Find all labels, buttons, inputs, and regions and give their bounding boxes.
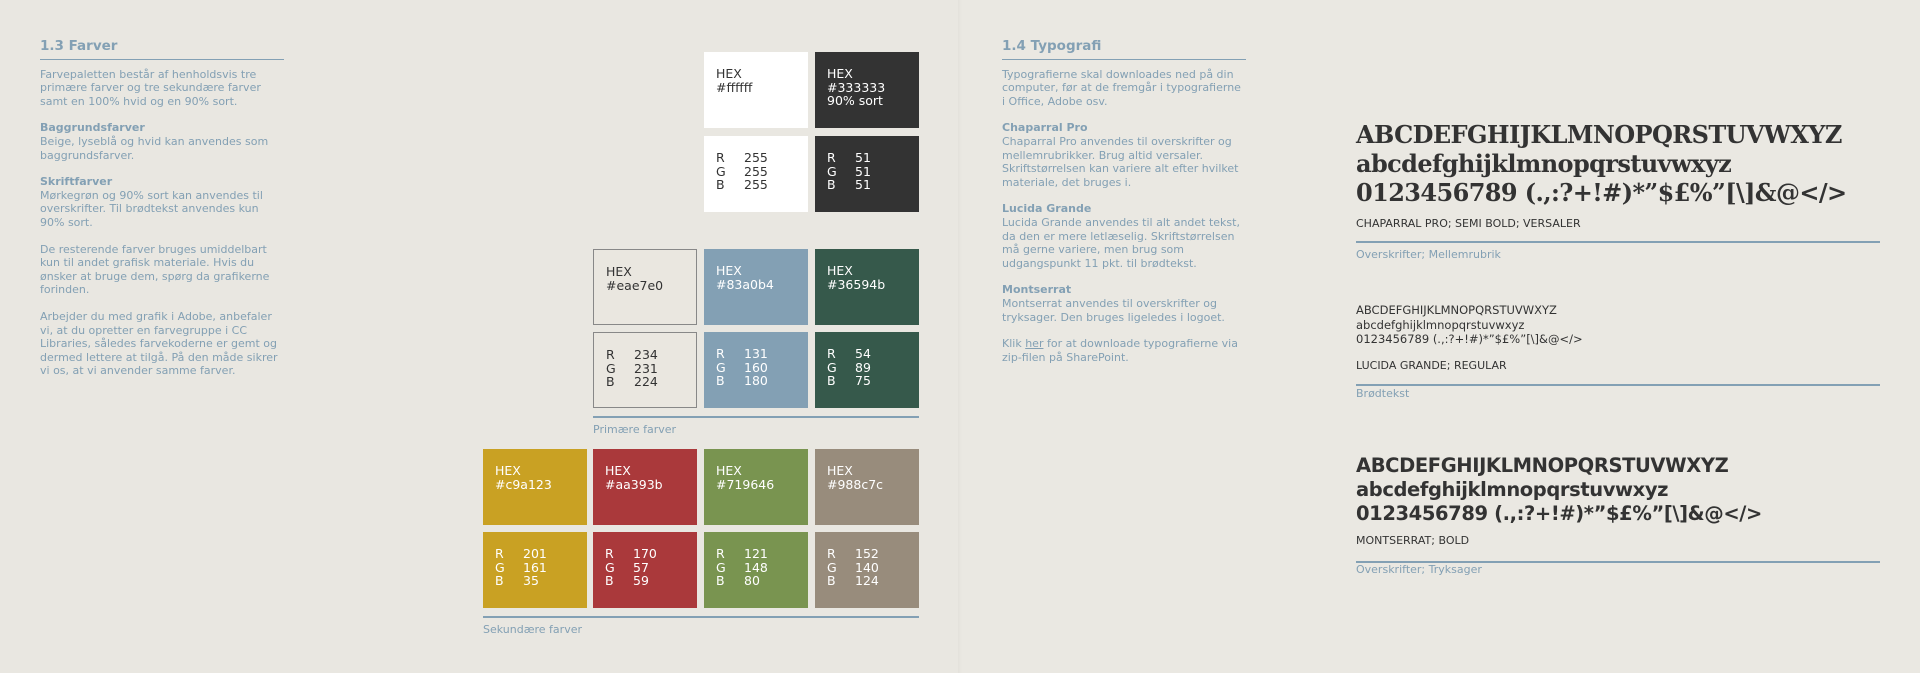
montserrat-block (1002, 283, 1246, 324)
chaparral-block (1002, 121, 1246, 189)
chaparral-specimen (1356, 120, 1880, 261)
font-colors-title: Skriftfarver (40, 175, 113, 189)
swatch-green-rgb: R 54 G 89 B 75 (815, 332, 919, 408)
swatch-blue-rgb: R 131 G 160 B 180 (704, 332, 808, 408)
chaparral-uppercase: ABCDEFGHIJKLMNOPQRSTUVWXYZ (1356, 120, 1842, 149)
swatch-blue-hex: HEX #83a0b4 (704, 249, 808, 325)
background-colors-block (40, 121, 284, 162)
download-link[interactable]: her (1025, 337, 1044, 351)
chaparral-title: Chaparral Pro (1002, 121, 1088, 135)
typography-heading: 1.4 Typografi (1002, 40, 1246, 60)
swatch-taupe-rgb: R 152 G 140 B 124 (815, 532, 919, 608)
colors-intro: Farvepaletten består af henholdsvis tre primære farver og tre sekundære farver samt en 100% hvid og en 90% sort. (40, 67, 261, 108)
chaparral-usage: Overskrifter; Mellemrubrik (1356, 248, 1501, 261)
lucida-text: Lucida Grande anvendes til alt andet tekst, da den er mere letlæselig. Skriftstørrelsen må gerne variere, men brug som udgangspunkt 11 pkt. til brødtekst. (1002, 215, 1240, 270)
download-text: Klik her for at downloade typografierne via zip-filen på SharePoint. (1002, 337, 1238, 364)
background-colors-title: Baggrundsfarver (40, 121, 145, 135)
chaparral-text: Chaparral Pro anvendes til overskrifter og mellemrubrikker. Brug altid versaler. Skriftstørrelsen kan variere alt efter hvilket materiale, det bruges i. (1002, 134, 1239, 189)
montserrat-title: Montserrat (1002, 283, 1072, 297)
swatch-yellow-hex: HEX #c9a123 (483, 449, 587, 525)
montserrat-specimen (1356, 454, 1880, 576)
swatch-yellow-rgb: R 201 G 161 B 35 (483, 532, 587, 608)
swatch-green-hex: HEX #36594b (815, 249, 919, 325)
chaparral-rule (1356, 241, 1880, 243)
swatch-taupe-hex: HEX #988c7c (815, 449, 919, 525)
swatch-white-rgb: R 255 G 255 B 255 (704, 136, 808, 212)
montserrat-digits: 0123456789 (.,:?+!#)*”$£%”[\]&@</> (1356, 502, 1762, 525)
montserrat-uppercase: ABCDEFGHIJKLMNOPQRSTUVWXYZ (1356, 454, 1729, 477)
swatch-red-hex: HEX #aa393b (593, 449, 697, 525)
montserrat-font-name: MONTSERRAT; BOLD (1356, 534, 1470, 547)
montserrat-usage: Overskrifter; Tryksager (1356, 563, 1482, 576)
primary-colors-rule (593, 416, 919, 418)
swatch-beige-rgb: R 234 G 231 B 224 (593, 332, 697, 408)
background-colors-text: Beige, lyseblå og hvid kan anvendes som baggrundsfarver. (40, 134, 269, 162)
secondary-colors-rule (483, 616, 919, 618)
adobe-text: Arbejder du med grafik i Adobe, anbefaler vi, at du opretter en farvegruppe i CC Libraries, således farvekoderne er gemt og dermed lettere at tilgå. På den måde sikrer vi os, at vi anvender samme farver. (40, 309, 278, 378)
font-colors-text: Mørkegrøn og 90% sort kan anvendes til overskrifter. Til brødtekst anvendes kun 90% sort. (40, 188, 263, 229)
lucida-usage: Brødtekst (1356, 386, 1410, 400)
swatch-red-rgb: R 170 G 57 B 59 (593, 532, 697, 608)
page-fold (958, 0, 962, 673)
chaparral-digits: 0123456789 (.,:?+!#)*”$£%”[\]&@</> (1356, 178, 1847, 207)
chaparral-lowercase: abcdefghijklmnopqrstuvwxyz (1356, 149, 1732, 178)
swatch-beige-hex: HEX #eae7e0 (593, 249, 697, 325)
lucida-font-name: LUCIDA GRANDE; REGULAR (1356, 358, 1507, 372)
lucida-rule (1356, 384, 1880, 386)
swatch-olive-rgb: R 121 G 148 B 80 (704, 532, 808, 608)
other-colors-text: De resterende farver bruges umiddelbart kun til andet grafisk materiale. Hvis du ønsker at bruge dem, spørg da grafikerne forinden. (40, 242, 270, 297)
swatch-black-hex: HEX #333333 90% sort (815, 52, 919, 128)
swatch-olive-hex: HEX #719646 (704, 449, 808, 525)
typography-text-column (1002, 40, 1246, 377)
swatch-black-rgb: R 51 G 51 B 51 (815, 136, 919, 212)
chaparral-font-name: CHAPARRAL PRO; SEMI BOLD; VERSALER (1356, 217, 1581, 230)
font-colors-block (40, 175, 284, 229)
montserrat-text: Montserrat anvendes til overskrifter og tryksager. Den bruges ligeledes i logoet. (1002, 296, 1225, 324)
lucida-specimen (1356, 303, 1880, 400)
montserrat-rule (1356, 561, 1880, 563)
primary-colors-caption: Primære farver (593, 423, 677, 436)
lucida-lowercase: abcdefghijklmnopqrstuvwxyz (1356, 317, 1525, 332)
typography-intro: Typografierne skal downloades ned på din computer, før at de fremgår i typografierne i Office, Adobe osv. (1002, 67, 1241, 108)
colors-heading: 1.3 Farver (40, 40, 284, 60)
lucida-digits: 0123456789 (.,:?+!#)*”$£%”[\]&@</> (1356, 332, 1583, 346)
colors-text-column (40, 40, 284, 391)
swatch-white-hex: HEX #ffffff (704, 52, 808, 128)
lucida-block (1002, 202, 1246, 270)
secondary-colors-caption: Sekundære farver (483, 623, 582, 636)
lucida-title: Lucida Grande (1002, 202, 1092, 216)
montserrat-lowercase: abcdefghijklmnopqrstuvwxyz (1356, 478, 1669, 501)
lucida-uppercase: ABCDEFGHIJKLMNOPQRSTUVWXYZ (1356, 303, 1557, 317)
